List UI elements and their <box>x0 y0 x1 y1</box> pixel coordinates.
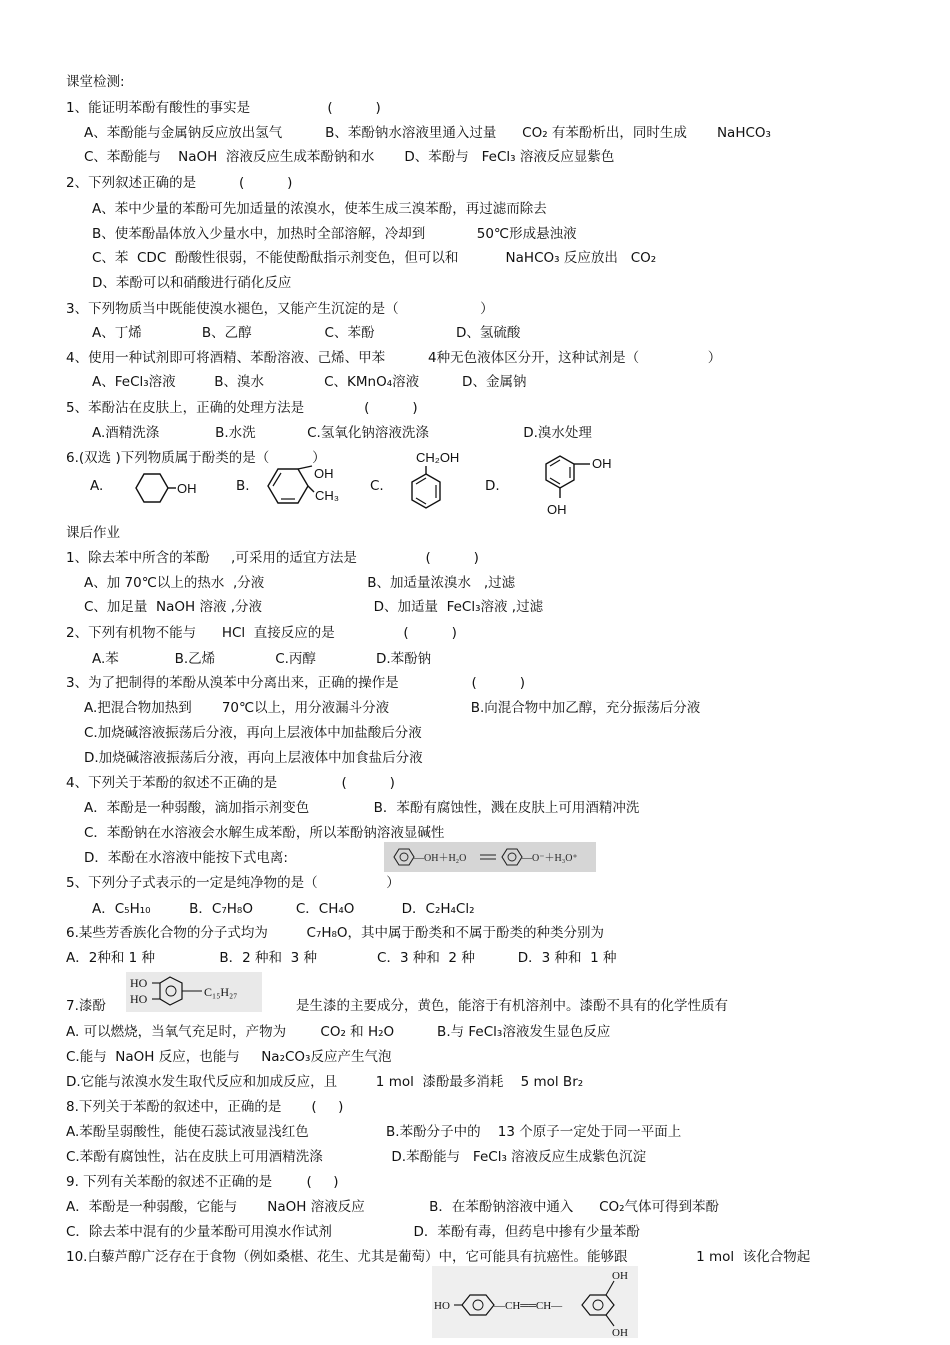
homework-4-options-ab: A．苯酚是一种弱酸，滴加指示剂变色 B．苯酚有腐蚀性，溅在皮肤上可用酒精冲洗 <box>84 800 640 816</box>
homework-6-options: A．2种和 1 种 B．2 种和 3 种 C．3 种和 2 种 D．3 种和 1 种 <box>66 950 617 966</box>
question-4: 4、使用一种试剂即可将酒精、苯酚溶液、己烯、甲苯 4种无色液体区分开，这种试剂是（ ） <box>66 350 722 366</box>
homework-1-options-ab: A、加 70℃以上的热水 ,分液 B、加适量浓溴水 ,过滤 <box>84 575 516 591</box>
o-cresol-ch3-label: CH₃ <box>315 488 340 503</box>
homework-3: 3、为了把制得的苯酚从溴苯中分离出来，正确的操作是 ( ) <box>66 675 525 691</box>
question-5-options: A.酒精洗涤 B.水洗 C.氢氧化钠溶液洗涤 D.溴水处理 <box>92 425 592 441</box>
homework-7-stem: 是生漆的主要成分，黄色，能溶于有机溶剂中。漆酚不具有的化学性质有 <box>296 998 728 1014</box>
resveratrol-link-label: —CH══CH— <box>494 1300 563 1312</box>
homework-3-option-c: C.加烧碱溶液振荡后分液，再向上层液体中加盐酸后分液 <box>84 725 422 741</box>
question-2-option-c: C、苯 CDC 酚酸性很弱，不能使酚酞指示剂变色，但可以和 NaHCO₃ 反应放出 CO₂ <box>92 250 657 266</box>
resveratrol-structure <box>432 1266 638 1338</box>
q6-option-c-label: C. <box>370 478 384 494</box>
q6-option-a-label: A. <box>90 478 104 494</box>
homework-10: 10.白藜芦醇广泛存在于食物（例如桑椹、花生、尤其是葡萄）中，它可能具有抗癌性。能够跟 1 mol 该化合物起 <box>66 1249 811 1265</box>
homework-4-option-c: C．苯酚钠在水溶液会水解生成苯酚，所以苯酚钠溶液显碱性 <box>84 825 445 841</box>
urushiol-structure <box>126 972 262 1012</box>
resveratrol-ho-label: HO <box>434 1300 450 1312</box>
question-2: 2、下列叙述正确的是 ( ) <box>66 175 293 191</box>
homework-4: 4、下列关于苯酚的叙述不正确的是 ( ) <box>66 775 395 791</box>
question-3-options: A、丁烯 B、乙醇 C、苯酚 D、氢硫酸 <box>92 325 521 341</box>
question-3: 3、下列物质当中既能使溴水褪色，又能产生沉淀的是（ ） <box>66 301 494 317</box>
homework-8: 8.下列关于苯酚的叙述中，正确的是 ( ) <box>66 1099 344 1115</box>
homework-7: 7.漆酚 <box>66 998 106 1014</box>
o-cresol-structure <box>262 462 352 512</box>
homework-1: 1、除去苯中所含的苯酚 ,可采用的适宜方法是 ( ) <box>66 550 479 566</box>
equation-right-label: —O⁻＋H₃O⁺ <box>522 853 578 864</box>
homework-3-option-d: D.加烧碱溶液振荡后分液，再向上层液体中加食盐后分液 <box>84 750 423 766</box>
cyclohexanol-structure <box>128 468 208 508</box>
resorcinol-oh-label-1: OH <box>592 456 612 471</box>
resveratrol-oh-label-2: OH <box>612 1327 628 1338</box>
resorcinol-structure <box>538 450 623 520</box>
question-6: 6.(双选 )下列物质属于酚类的是（ ） <box>66 450 326 466</box>
question-2-option-d: D、苯酚可以和硝酸进行硝化反应 <box>92 275 292 291</box>
question-1-options-ab: A、苯酚能与金属钠反应放出氢气 B、苯酚钠水溶液里通入过量 CO₂ 有苯酚析出，同时生成 NaHCO₃ <box>84 125 771 141</box>
urushiol-ho-label-1: HO <box>130 976 148 990</box>
equation-left-label: —OH＋H₂O <box>414 853 467 864</box>
benzyl-alcohol-structure <box>404 448 474 520</box>
section-heading-classroom: 课堂检测: <box>66 74 125 90</box>
phenol-ionization-equation <box>384 842 596 872</box>
benzyl-alcohol-ch2oh-label: CH₂OH <box>416 450 460 465</box>
homework-9-options-cd: C．除去苯中混有的少量苯酚可用溴水作试剂 D．苯酚有毒，但药皂中掺有少量苯酚 <box>66 1224 640 1240</box>
homework-9-options-ab: A．苯酚是一种弱酸，它能与 NaOH 溶液反应 B．在苯酚钠溶液中通入 CO₂气体可得到苯酚 <box>66 1199 720 1215</box>
resorcinol-oh-label-2: OH <box>547 502 567 517</box>
homework-6: 6.某些芳香族化合物的分子式均为 C₇H₈O，其中属于酚类和不属于酚类的种类分别为 <box>66 925 605 941</box>
section-heading-homework: 课后作业 <box>66 525 120 541</box>
homework-2: 2、下列有机物不能与 HCl 直接反应的是 ( ) <box>66 625 457 641</box>
question-5: 5、苯酚沾在皮肤上，正确的处理方法是 ( ) <box>66 400 418 416</box>
homework-8-options-ab: A.苯酚呈弱酸性，能使石蕊试液显浅红色 B.苯酚分子中的 13 个原子一定处于同一平面上 <box>66 1124 682 1140</box>
resveratrol-oh-label-1: OH <box>612 1270 628 1282</box>
question-4-options: A、FeCl₃溶液 B、溴水 C、KMnO₄溶液 D、金属钠 <box>92 374 527 390</box>
urushiol-ho-label-2: HO <box>130 992 148 1006</box>
q6-option-b-label: B. <box>236 478 250 494</box>
homework-5: 5、下列分子式表示的一定是纯净物的是（ ） <box>66 875 400 891</box>
question-2-option-a: A、苯中少量的苯酚可先加适量的浓溴水，使苯生成三溴苯酚，再过滤而除去 <box>92 201 547 217</box>
homework-7-options-ab: A. 可以燃烧，当氧气充足时，产物为 CO₂ 和 H₂O B.与 FeCl₃溶液发生显色反应 <box>66 1024 611 1040</box>
question-2-option-b: B、使苯酚晶体放入少量水中，加热时全部溶解，冷却到 50℃形成悬浊液 <box>92 226 577 242</box>
homework-4-option-d: D．苯酚在水溶液中能按下式电离: <box>84 850 288 866</box>
o-cresol-oh-label: OH <box>314 466 334 481</box>
homework-5-options: A．C₅H₁₀ B．C₇H₈O C．CH₄O D．C₂H₄Cl₂ <box>92 901 475 917</box>
homework-1-options-cd: C、加足量 NaOH 溶液 ,分液 D、加适量 FeCl₃溶液 ,过滤 <box>84 599 544 615</box>
homework-7-option-c: C.能与 NaOH 反应，也能与 Na₂CO₃反应产生气泡 <box>66 1049 392 1065</box>
homework-7-option-d: D.它能与浓溴水发生取代反应和加成反应，且 1 mol 漆酚最多消耗 5 mol Br₂ <box>66 1074 584 1090</box>
homework-3-options-ab: A.把混合物加热到 70℃以上，用分液漏斗分液 B.向混合物中加乙醇，充分振荡后分液 <box>84 700 701 716</box>
q6-option-d-label: D. <box>485 478 500 494</box>
homework-2-options: A.苯 B.乙烯 C.丙醇 D.苯酚钠 <box>92 651 432 667</box>
homework-9: 9. 下列有关苯酚的叙述不正确的是 ( ) <box>66 1174 339 1190</box>
urushiol-c15h27-label: C₁₅H₂₇ <box>204 985 238 999</box>
question-1-options-cd: C、苯酚能与 NaOH 溶液反应生成苯酚钠和水 D、苯酚与 FeCl₃ 溶液反应显紫色 <box>84 149 615 165</box>
homework-8-options-cd: C.苯酚有腐蚀性，沾在皮肤上可用酒精洗涤 D.苯酚能与 FeCl₃ 溶液反应生成紫色沉淀 <box>66 1149 647 1165</box>
question-1: 1、能证明苯酚有酸性的事实是 ( ) <box>66 100 381 116</box>
cyclohexanol-oh-label: OH <box>177 481 197 496</box>
